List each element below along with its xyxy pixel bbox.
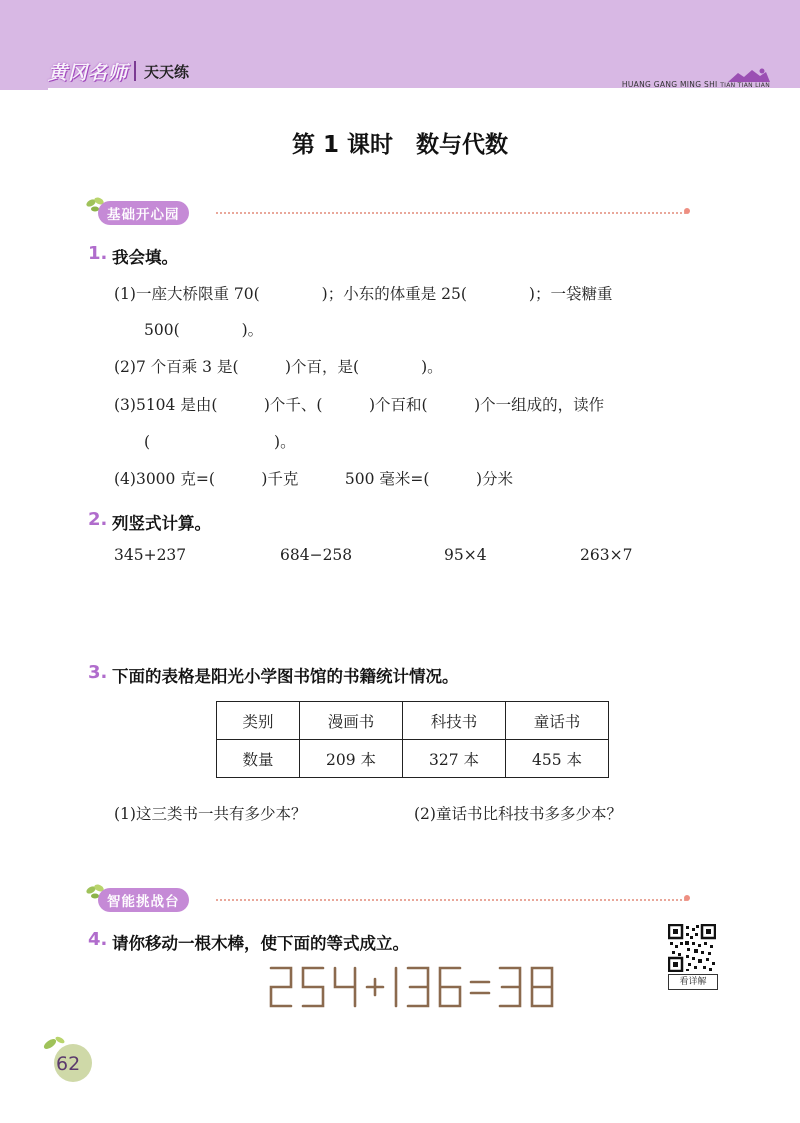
qr-label: 看详解: [668, 974, 718, 990]
section-challenge-header: [84, 884, 694, 914]
page-number-badge: [40, 1032, 96, 1088]
matchstick-equation: [268, 964, 568, 1014]
q1-line: ( )。: [144, 433, 296, 451]
pinyin-small: TIAN TIAN LIAN: [720, 82, 770, 89]
table-header-cell: 童话书: [506, 702, 609, 740]
table-cell: 327 本: [403, 740, 506, 778]
section-basic-label: 基础开心园: [98, 201, 189, 225]
table-header-cell: 类别: [217, 702, 300, 740]
book-stats-table: [216, 701, 609, 778]
brand-subtitle: 天天练: [144, 62, 190, 81]
page-number: 62: [56, 1053, 81, 1075]
table-header-cell: 科技书: [403, 702, 506, 740]
q1-line: (3)5104 是由( )个千、( )个百和( )个一组成的，读作: [114, 396, 605, 414]
question-2-prompt: 列竖式计算。: [112, 514, 211, 533]
calc-item: 345+237: [114, 546, 187, 564]
q1-line: (1)一座大桥限重 70( )；小东的体重是 25( )；一袋糖重: [114, 285, 613, 303]
calc-item: 95×4: [444, 546, 487, 564]
brand-separator: [134, 61, 136, 81]
q1-line: 500( )。: [144, 321, 264, 339]
q3-subquestion-1: (1)这三类书一共有多少本？: [114, 805, 307, 823]
question-3-prompt: 下面的表格是阳光小学图书馆的书籍统计情况。: [112, 667, 459, 686]
q3-subquestion-2: (2)童话书比科技书多多少本？: [414, 805, 622, 823]
question-3-number: 3.: [88, 662, 108, 683]
page-title: 第 1 课时 数与代数: [291, 132, 509, 158]
brand-logo: 黄冈名师: [48, 61, 129, 84]
q1-line: (4)3000 克=( )千克 500 毫米=( )分米: [114, 470, 514, 488]
question-2-number: 2.: [88, 509, 108, 530]
section-basic-header: [84, 197, 694, 227]
section-divider-end: [684, 208, 690, 214]
q1-line: (2)7 个百乘 3 是( )个百，是( )。: [114, 358, 443, 376]
section-divider: [216, 899, 686, 901]
pinyin-main: HUANG GANG MING SHI: [621, 80, 718, 89]
question-4-prompt: 请你移动一根木棒，使下面的等式成立。: [112, 934, 409, 953]
table-cell: 455 本: [506, 740, 609, 778]
question-1-number: 1.: [88, 243, 108, 264]
brand: [48, 55, 189, 87]
table-header-cell: 漫画书: [300, 702, 403, 740]
section-challenge-label: 智能挑战台: [98, 888, 189, 912]
table-cell: 数量: [217, 740, 300, 778]
table-row: [217, 702, 609, 740]
calc-item: 263×7: [580, 546, 633, 564]
question-1-prompt: 我会填。: [112, 248, 178, 267]
header-pinyin: [622, 80, 770, 89]
section-divider-end: [684, 895, 690, 901]
table-row: [217, 740, 609, 778]
qr-code-icon: [668, 924, 716, 972]
table-cell: 209 本: [300, 740, 403, 778]
section-divider: [216, 212, 686, 214]
calc-item: 684−258: [280, 546, 353, 564]
question-4-number: 4.: [88, 929, 108, 950]
